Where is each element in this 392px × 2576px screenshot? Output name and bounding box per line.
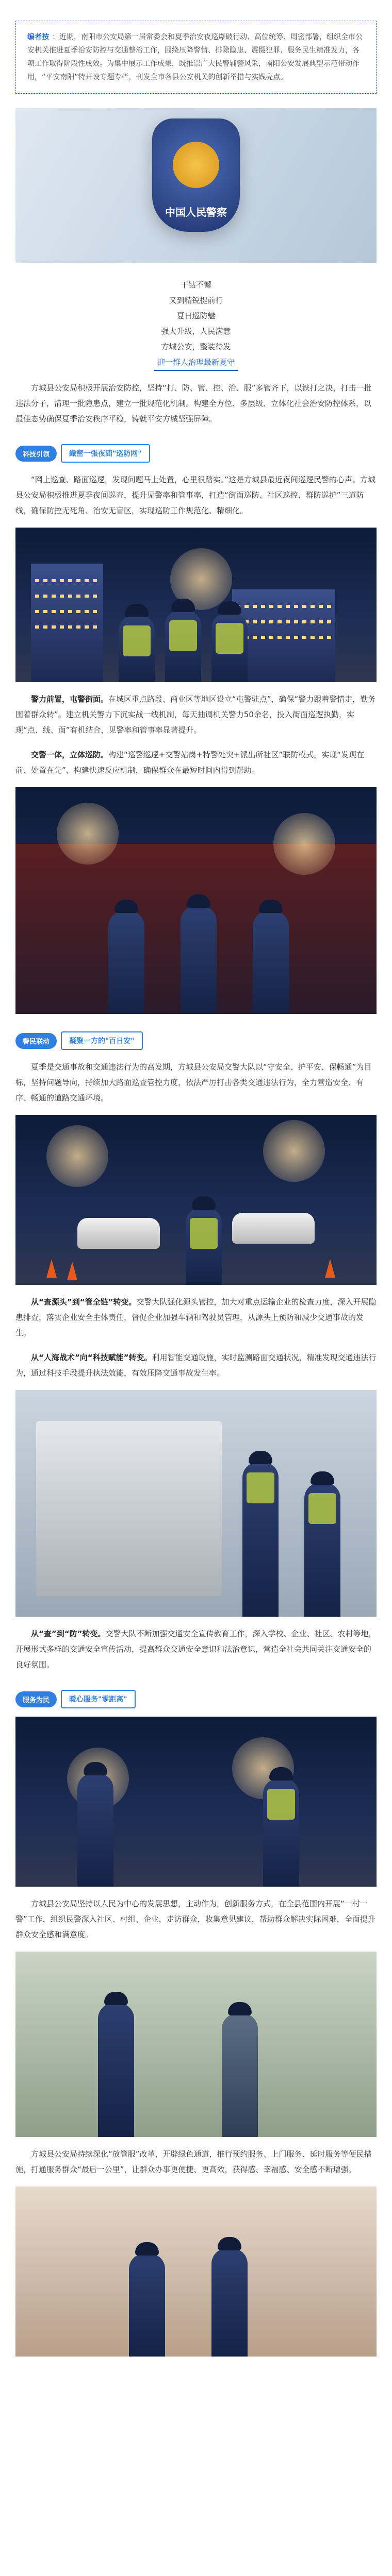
police-shield-icon [152, 118, 240, 232]
paragraph: 方城县公安局积极开展治安防控，坚持“打、防、管、控、治、服”多管齐下，以铁打之决，打击一批违法分子，清理一批隐患点，建立一批规范化机制。构建全方位、多层级、立体化社会治安防控体系，以最佳态势确保夏季治安秩序平稳，铸就平安方城坚强屏障。 [15, 383, 372, 423]
photo-village-visit [15, 1952, 377, 2137]
paragraph [15, 747, 377, 778]
paragraph [15, 1294, 377, 1341]
truck [36, 1421, 222, 1596]
intro-line-highlight: 迎一群人治理最新夏守 [154, 354, 238, 371]
intro-lines [15, 277, 377, 371]
officer-figure [304, 1483, 340, 1617]
paragraph-text: 构建“巡警巡逻+交警站岗+特警处突+派出所社区”联防模式，实现“发现在前、处置在先”，构建快速反应机制，确保群众在最短时间内得到帮助。 [15, 750, 365, 775]
car [77, 1218, 160, 1249]
officer-figure [253, 911, 289, 1014]
traffic-cone [325, 1259, 335, 1278]
intro-line: 干钻不懈 [180, 280, 211, 290]
section-title: 凝聚一方的"百日安" [61, 1031, 143, 1050]
officer-figure [181, 906, 217, 1014]
officer-figure [186, 1208, 222, 1285]
building [232, 589, 335, 682]
hero-image [15, 108, 377, 263]
photo-station-patrol [15, 787, 377, 1014]
officer-figure [211, 2248, 248, 2357]
paragraph-lead: 从“查”到“防”转变。 [31, 1629, 106, 1638]
section-badge: 服务为民 [15, 1691, 57, 1707]
section-header [15, 1690, 377, 1708]
paragraph-text: 在城区重点路段、商业区等地区设立“屯警驻点”，确保“警力跟着警情走，勤务围着群众转”。建立机关警力下沉实战一线机制，每天抽调机关警力50余名，投入街面巡逻执勤，实现“点、线、面”有机结合，见警率和管事率显著提升。 [15, 694, 376, 735]
photo-service-hall [15, 2187, 377, 2357]
intro-line: 方城公安，整装待发 [161, 342, 231, 351]
editor-tag: 编者按 [27, 33, 49, 41]
photo-truck-inspection [15, 1390, 377, 1617]
paragraph: 方城县公安局持续深化“放管服”改革，开辟绿色通道，推行预约服务、上门服务、延时服务等便民措施，打通服务群众“最后一公里”，让群众办事更便捷、更高效，获得感、幸福感、安全感不断增强。 [15, 2149, 372, 2174]
officer-figure [119, 615, 155, 682]
officer-figure [108, 911, 144, 1014]
paragraph [15, 691, 377, 738]
section-header [15, 1031, 377, 1050]
paragraph: 方城县公安局坚持以人民为中心的发展思想，主动作为，创新服务方式，在全县范围内开展“一村一警”工作，组织民警深入社区、村组、企业，走访群众，收集意见建议，帮助群众解决实际困难，全面提升群众安全感和满意度。 [15, 1899, 375, 1939]
officer-figure [98, 2003, 134, 2137]
car [232, 1213, 315, 1244]
article-container [15, 21, 377, 2357]
photo-night-patrol [15, 528, 377, 682]
section-badge: 警民联动 [15, 1033, 57, 1049]
officer-figure [129, 2253, 165, 2357]
paragraph [15, 1350, 377, 1381]
photo-traffic-checkpoint [15, 1115, 377, 1285]
police-emblem-icon [173, 142, 219, 188]
paragraph: 夏季是交通事故和交通违法行为的高发期，方城县公安局交警大队以“守安全、护平安、保畅通”为目标，坚持问题导向，持续加大路面巡查管控力度，依法严厉打击各类交通违法行为，全力营造安全、有序、畅通的道路交通环境。 [15, 1062, 372, 1103]
paragraph-lead: 从“人海战术”向“科技赋能”转变。 [31, 1353, 152, 1362]
building [15, 2187, 377, 2357]
paragraph [15, 1626, 377, 1672]
traffic-cone [67, 1262, 77, 1280]
officer-figure [263, 1778, 299, 1887]
officer-figure [222, 2013, 258, 2137]
officer-figure [77, 1773, 113, 1887]
intro-line: 夏日巡防魅 [176, 311, 216, 320]
editor-text: ：近期，南阳市公安局第一届常委会和夏季治安夜巡爆破行动、高位统筹、周密部署，组织全市公安机关推进夏季治安防控与交通整治工作，围绕压降警情、排除隐患、震慑犯罪、服务民生精准发力，各项工作取得阶段性成效。为集中展示工作成果，既推崇广大民警辅警风采，南阳公安发展典型示范带动作用，“平安南阳”特开设专题专栏，刊发全市各县公安机关的创新举措与实践亮点。 [27, 33, 363, 81]
paragraph-text: 利用智能交通设施，实时监测路面交通状况，精准发现交通违法行为，通过科技手段提升执法效能，有效压降交通事故发生率。 [15, 1353, 377, 1378]
officer-figure [165, 610, 201, 682]
intro-line: 又到精锐提前行 [169, 296, 223, 305]
section-title: 暖心服务"零距离" [61, 1690, 136, 1708]
section-badge: 科技引领 [15, 446, 57, 462]
paragraph-text: 交警大队强化源头管控，加大对重点运输企业的检查力度，深入开展隐患排查，落实企业安全主体责任，督促企业加强车辆和驾驶员管理，从源头上预防和减少交通事故的发生。 [15, 1297, 377, 1337]
paragraph-lead: 警力前置，屯警街面。 [31, 694, 109, 704]
section-header [15, 444, 377, 463]
shield-text: 中国人民警察 [165, 206, 227, 218]
officer-figure [242, 1462, 279, 1617]
paragraph-lead: 从“查源头”到“管全链”转变。 [31, 1297, 137, 1307]
building [31, 564, 103, 682]
paragraph: “网上巡查、路面巡逻，发现问题马上处置，心里很踏实。”这是方城县最近夜间巡逻民警的心声。方城县公安局积极推进夏季夜间巡查，提升见警率和管事率，打造“街面巡防、社区巡控、群防巡护”三道防线，确保防控无死角、治安无盲区，实现巡防工作规范化、精细化。 [15, 475, 376, 515]
traffic-cone [46, 1259, 57, 1278]
photo-community-service [15, 1717, 377, 1887]
section-title: 織密一張夜間"巡防网" [61, 444, 150, 463]
paragraph-lead: 交警一体，立体巡防。 [31, 750, 109, 759]
editor-note [15, 21, 377, 94]
officer-figure [211, 613, 248, 682]
intro-line: 强大升级，人民满意 [161, 327, 231, 336]
paragraph-text: 交警大队不断加强交通安全宣传教育工作，深入学校、企业、社区、农村等地，开展形式多样的交通安全宣传活动，提高群众交通安全意识和法治意识，营造全社会共同关注交通安全的良好氛围。 [15, 1629, 377, 1669]
building [15, 1952, 377, 2137]
